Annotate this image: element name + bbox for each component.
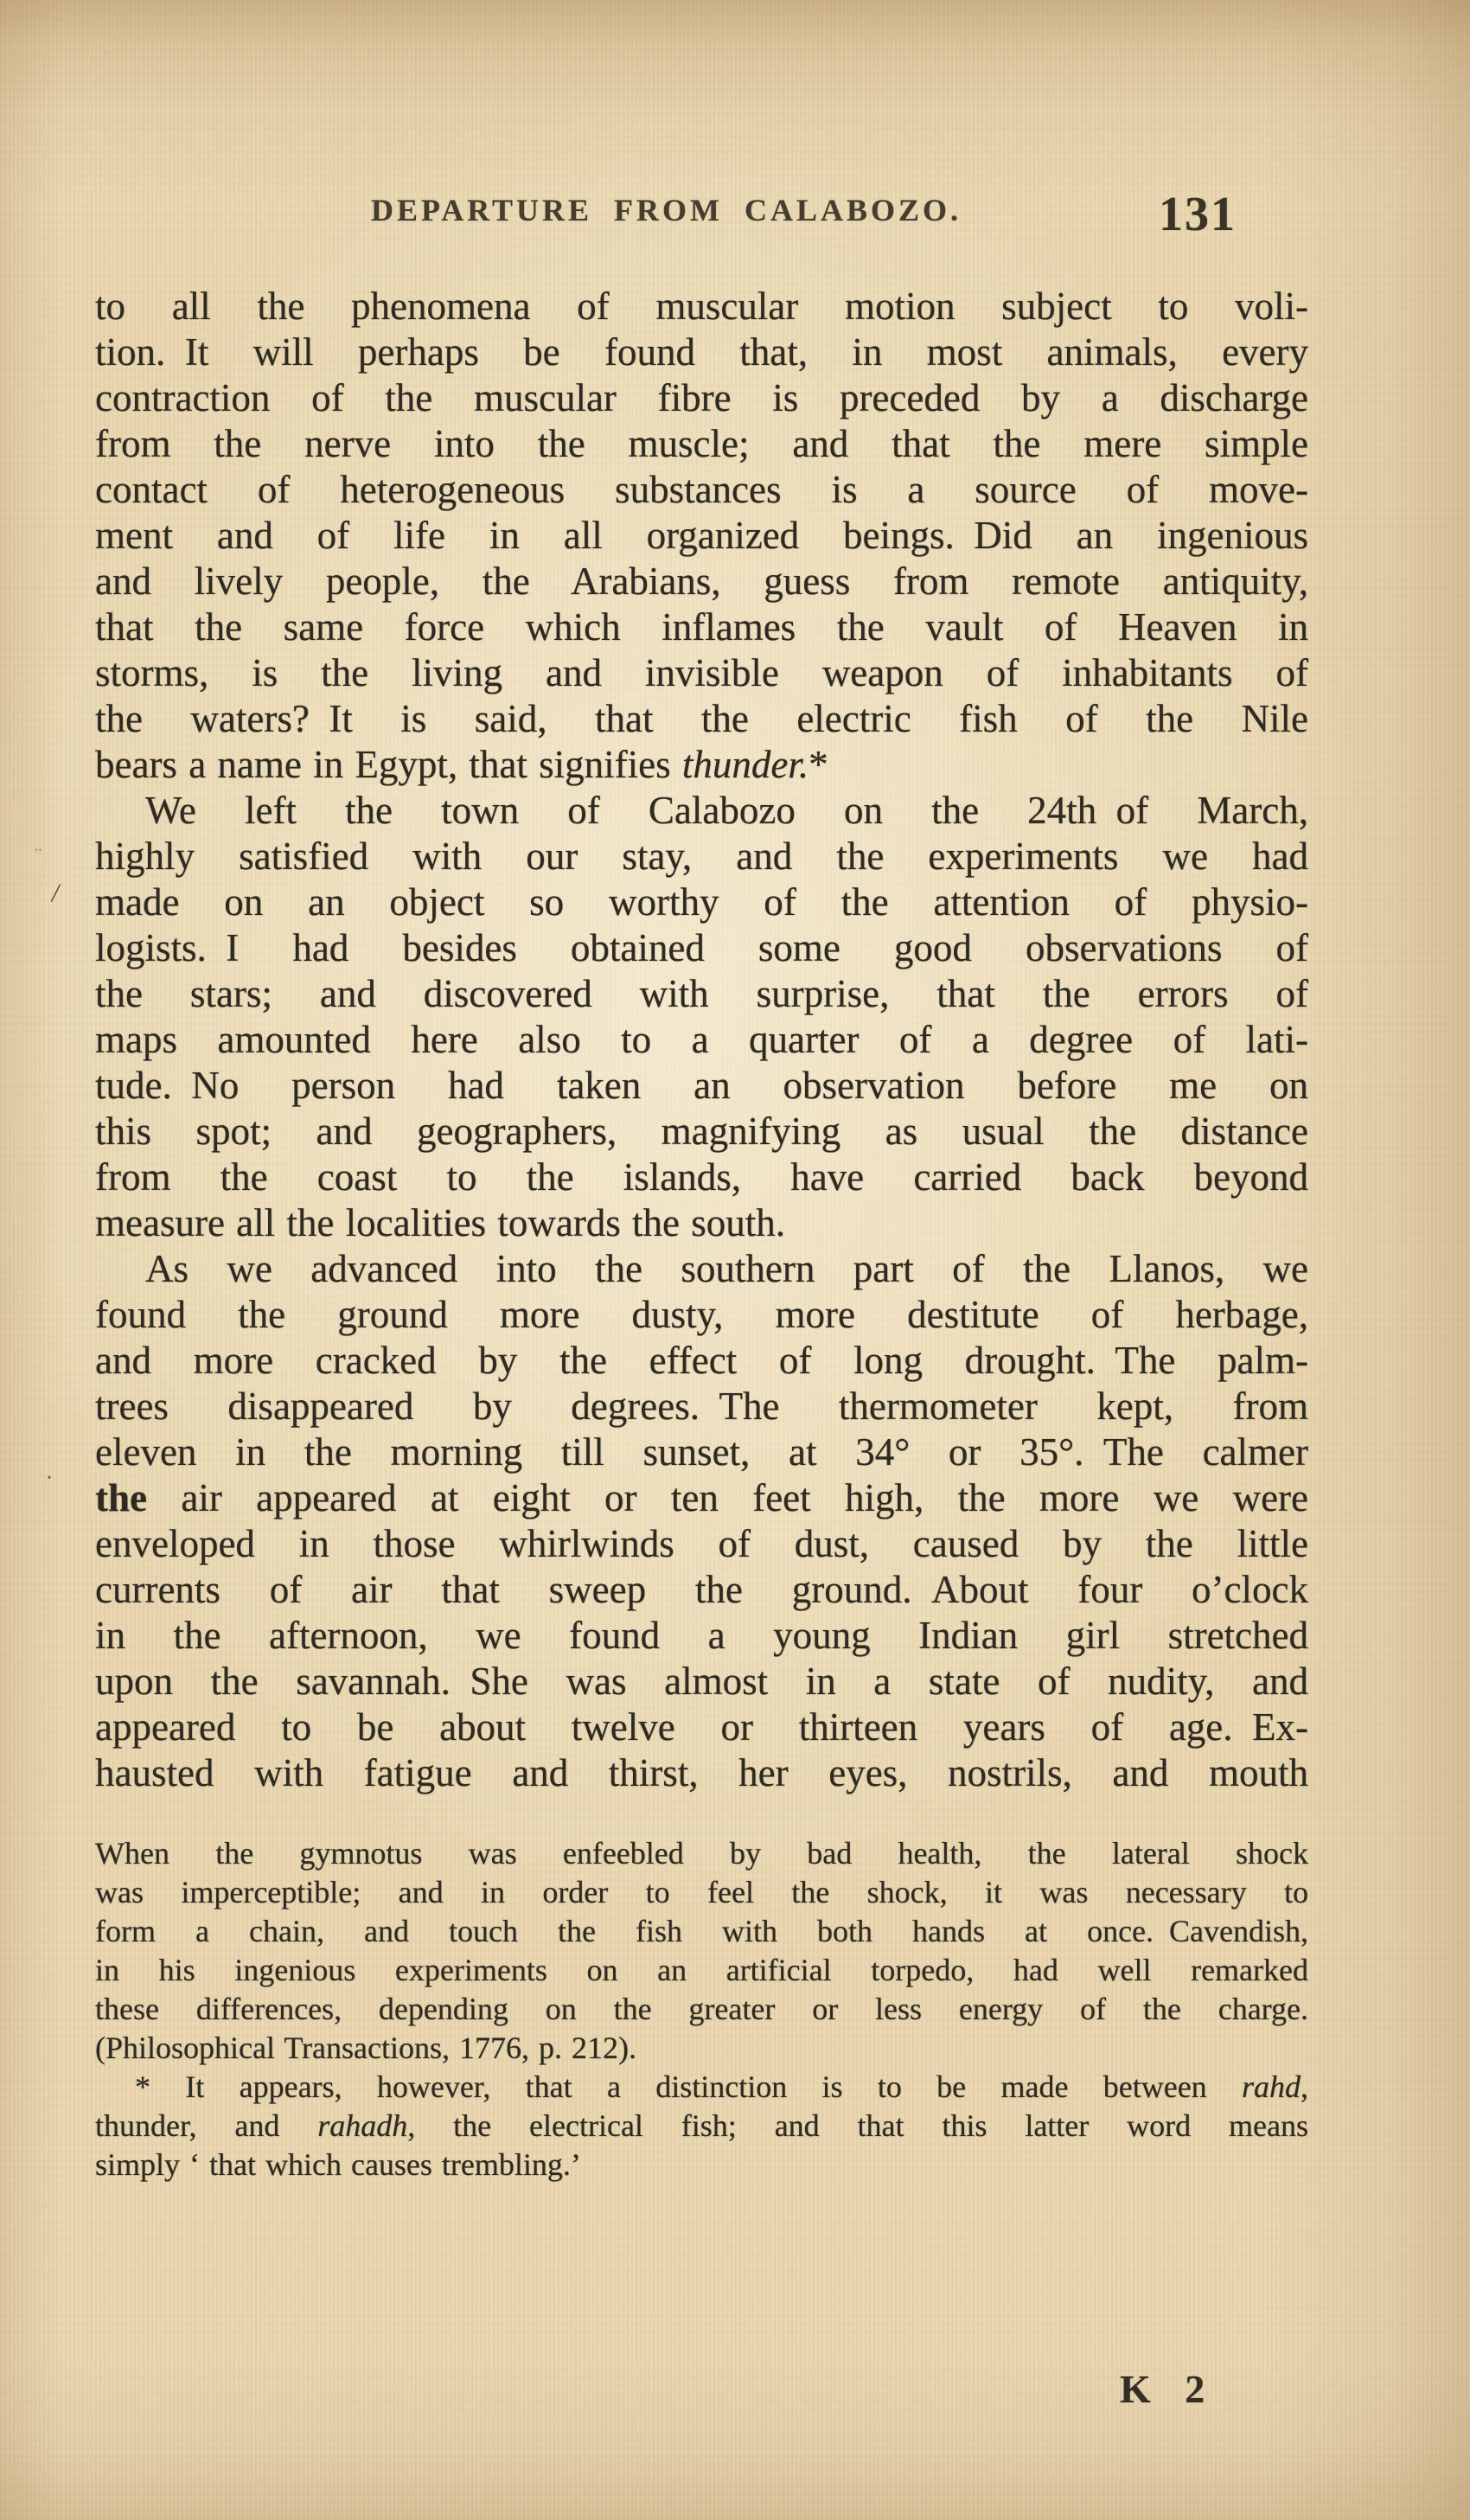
- body-text-line: enveloped in those whirlwinds of dust, caused by the little: [95, 1522, 1308, 1565]
- margin-slash-mark: /: [49, 876, 62, 909]
- footnotes: [95, 1834, 1308, 2184]
- body-text-line: from the nerve into the muscle; and that the mere simple: [95, 422, 1308, 465]
- body-text: [95, 284, 1308, 1796]
- body-text-line: upon the savannah. She was almost in a state of nudity, and: [95, 1660, 1308, 1703]
- footnote-line: (Philosophical Transactions, 1776, p. 212).: [95, 2031, 636, 2065]
- footnote-line: was imperceptible; and in order to feel the shock, it was necessary to: [95, 1875, 1308, 1909]
- signature-mark: K 2: [1120, 2367, 1218, 2411]
- running-title: DEPARTURE FROM CALABOZO.: [370, 193, 962, 227]
- body-text-line: to all the phenomena of muscular motion subject to voli-: [95, 285, 1308, 328]
- body-text-line: tude. No person had taken an observation before me on: [95, 1064, 1308, 1107]
- footnote-line: When the gymnotus was enfeebled by bad health, the lateral shock: [95, 1836, 1308, 1871]
- body-text-line: that the same force which inflames the vault of Heaven in: [95, 605, 1308, 649]
- page-number: 131: [1159, 188, 1237, 241]
- body-text-line: We left the town of Calabozo on the 24th of March,: [145, 789, 1308, 832]
- body-text-line: the stars; and discovered with surprise, that the errors of: [95, 972, 1308, 1015]
- body-text-line: the air appeared at eight or ten feet high, the more we were: [95, 1476, 1308, 1519]
- body-text-line: the waters? It is said, that the electric fish of the Nile: [95, 697, 1308, 740]
- body-text-line: contact of heterogeneous substances is a source of move-: [95, 468, 1308, 511]
- body-text-line: this spot; and geographers, magnifying as usual the distance: [95, 1110, 1308, 1153]
- body-text-line: contraction of the muscular fibre is preceded by a discharge: [95, 376, 1308, 419]
- body-text-line: measure all the localities towards the south.: [95, 1201, 786, 1244]
- body-text-line: and lively people, the Arabians, guess from remote antiquity,: [95, 560, 1308, 603]
- body-text-line: trees disappeared by degrees. The thermometer kept, from: [95, 1385, 1308, 1428]
- body-text-line: logists. I had besides obtained some good observations of: [95, 926, 1308, 969]
- page-content: [95, 0, 1308, 2520]
- footnote-line: form a chain, and touch the fish with both hands at once. Cavendish,: [95, 1914, 1308, 1948]
- body-text-line: from the coast to the islands, have carried back beyond: [95, 1155, 1308, 1199]
- footnote-line: in his ingenious experiments on an artificial torpedo, had well remarked: [95, 1953, 1308, 1987]
- body-text-line: ment and of life in all organized beings. Did an ingenious: [95, 514, 1308, 557]
- footnote-line: simply ‘ that which causes trembling.’: [95, 2147, 581, 2182]
- body-text-line: appeared to be about twelve or thirteen years of age. Ex-: [95, 1705, 1308, 1749]
- body-text-line: hausted with fatigue and thirst, her eyes, nostrils, and mouth: [95, 1751, 1308, 1794]
- footnote-line: these differences, depending on the greater or less energy of the charge.: [95, 1992, 1308, 2026]
- margin-dot-mark: ·: [45, 1463, 54, 1492]
- page-header: [95, 188, 1308, 244]
- body-text-line: highly satisfied with our stay, and the experiments we had: [95, 835, 1308, 878]
- body-text-line: As we advanced into the southern part of the Llanos, we: [145, 1247, 1308, 1290]
- body-text-line: bears a name in Egypt, that signifies thunder.*: [95, 743, 828, 786]
- footnote-line: * It appears, however, that a distinction is to be made between rahd,: [135, 2069, 1308, 2104]
- body-text-line: and more cracked by the effect of long drought. The palm-: [95, 1339, 1308, 1382]
- body-text-line: in the afternoon, we found a young Indian girl stretched: [95, 1614, 1308, 1657]
- body-text-line: eleven in the morning till sunset, at 34° or 35°. The calmer: [95, 1430, 1308, 1474]
- footnote-line: thunder, and rahadh, the electrical fish; and that this latter word means: [95, 2108, 1308, 2143]
- margin-stain-mark: ¨: [35, 843, 42, 868]
- body-text-line: tion. It will perhaps be found that, in most animals, every: [95, 330, 1308, 374]
- body-text-line: found the ground more dusty, more destitute of herbage,: [95, 1293, 1308, 1336]
- body-text-line: currents of air that sweep the ground. About four o’clock: [95, 1568, 1308, 1611]
- body-text-line: made on an object so worthy of the attention of physio-: [95, 880, 1308, 924]
- body-text-line: maps amounted here also to a quarter of a degree of lati-: [95, 1018, 1308, 1061]
- body-text-line: storms, is the living and invisible weapon of inhabitants of: [95, 651, 1308, 694]
